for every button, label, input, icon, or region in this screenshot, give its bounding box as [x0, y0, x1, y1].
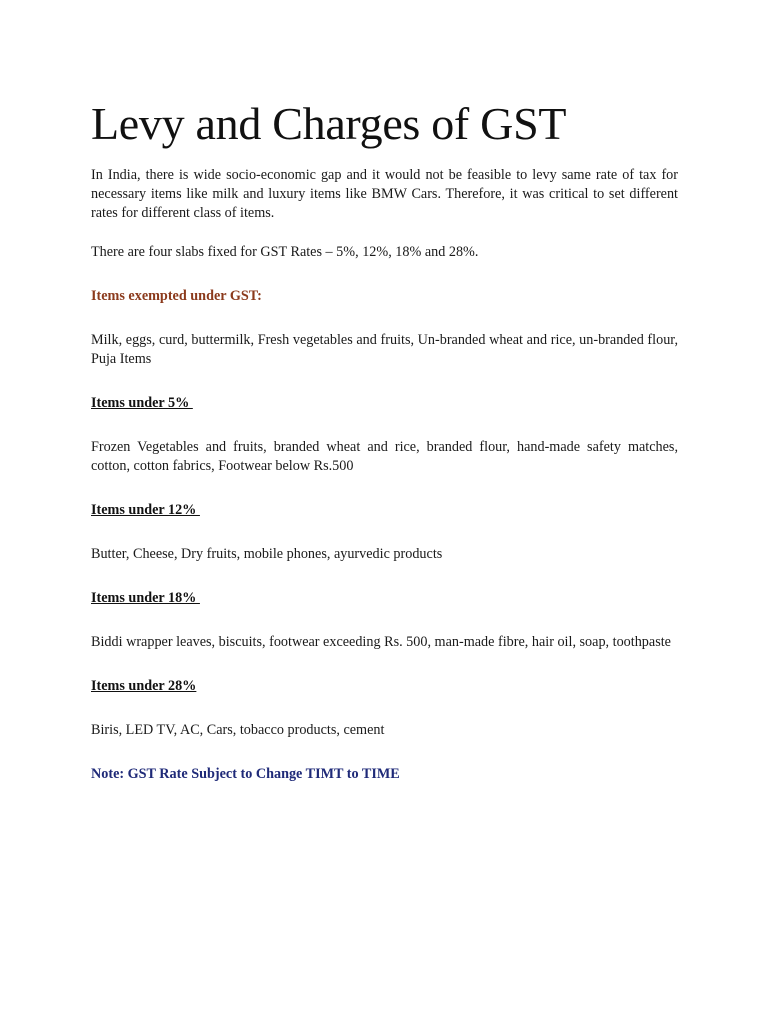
section-heading-18: Items under 18% — [91, 590, 200, 606]
intro-paragraph: In India, there is wide socio-economic gap and it would not be feasible to levy same rate of tax for necessary items like milk and luxury items like BMW Cars. Therefore, it was critical to set different rates for different class of items. — [91, 167, 678, 221]
exempted-items: Milk, eggs, curd, buttermilk, Fresh vegetables and fruits, Un-branded wheat and rice, un-branded flour, Puja Items — [91, 332, 678, 367]
section-items-28: Biris, LED TV, AC, Cars, tobacco products, cement — [91, 722, 385, 738]
section-heading-12: Items under 12% — [91, 502, 200, 518]
section-heading-5: Items under 5% — [91, 395, 193, 411]
section-items-18: Biddi wrapper leaves, biscuits, footwear exceeding Rs. 500, man-made fibre, hair oil, soap, toothpaste — [91, 634, 671, 650]
document-title: Levy and Charges of GST — [91, 98, 567, 149]
section-items-12: Butter, Cheese, Dry fruits, mobile phones, ayurvedic products — [91, 546, 443, 562]
slabs-paragraph: There are four slabs fixed for GST Rates – 5%, 12%, 18% and 28%. — [91, 244, 479, 260]
section-heading-28: Items under 28% — [91, 678, 197, 694]
section-items-5: Frozen Vegetables and fruits, branded wheat and rice, branded flour, hand-made safety matches, cotton, cotton fabrics, Footwear below Rs.500 — [91, 439, 678, 474]
exempted-heading: Items exempted under GST: — [91, 288, 262, 304]
document-page — [91, 96, 678, 784]
note-text: Note: GST Rate Subject to Change TIMT to TIME — [91, 766, 400, 782]
